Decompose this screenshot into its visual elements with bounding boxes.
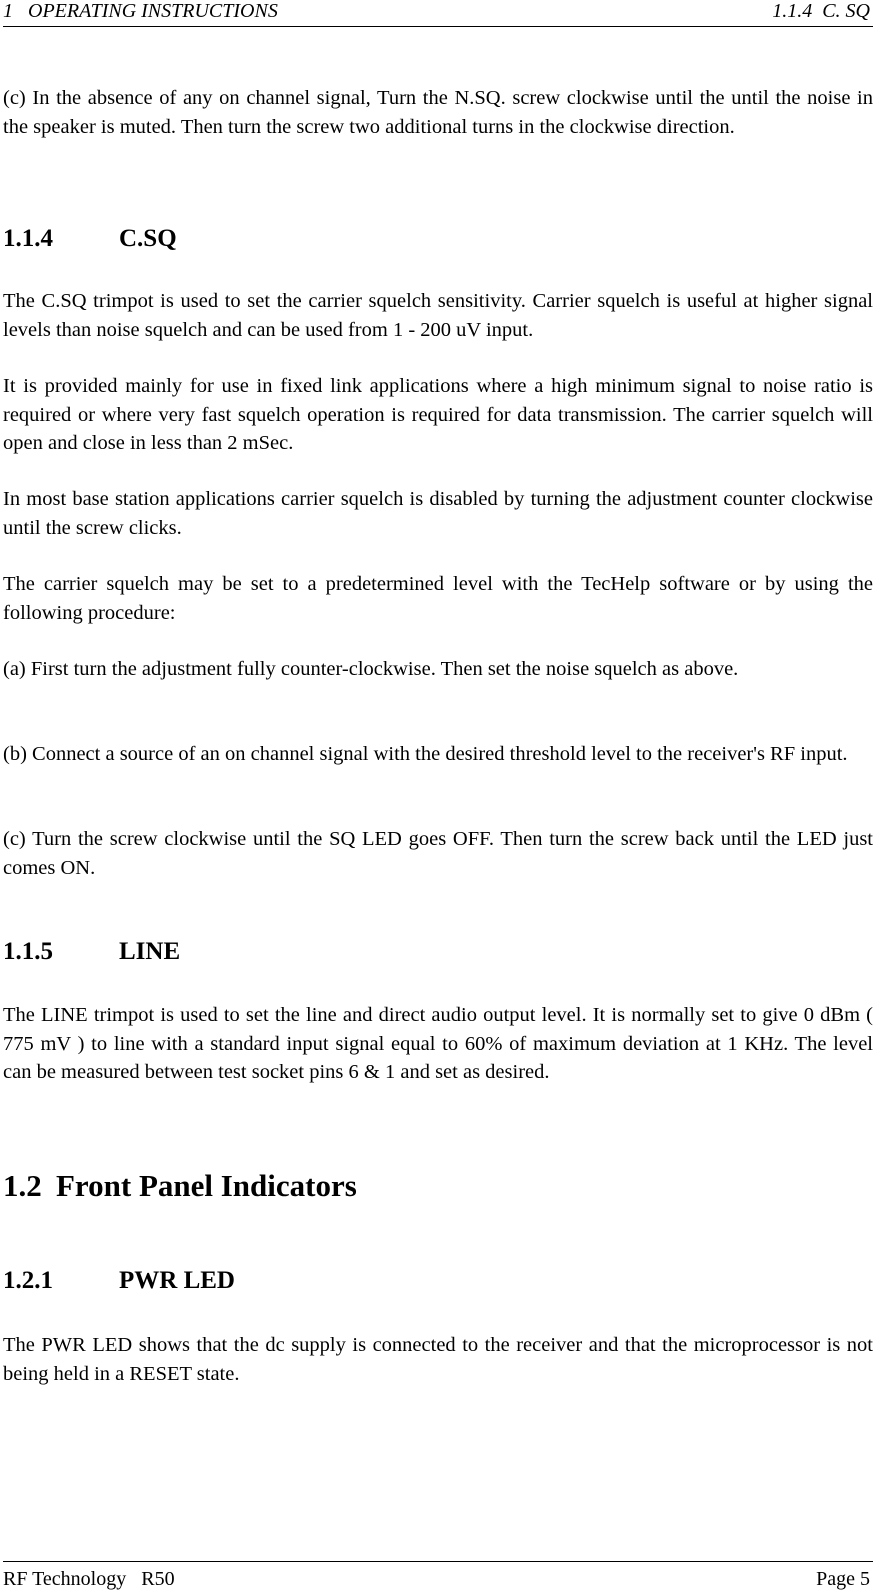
header-section-ref: 1.1.4 C. SQ [772, 0, 870, 22]
page-footer [3, 1561, 873, 1590]
section-heading-1-2 [3, 1168, 357, 1204]
section-heading-1-1-5 [3, 937, 180, 967]
section-number: 1.2 [3, 1168, 42, 1203]
section-title: Front Panel Indicators [56, 1168, 357, 1203]
paragraph-line: The LINE trimpot is used to set the line and direct audio output level. It is normally set to give 0 dBm ( 775 mV ) to line with a standard input signal equal to 60% of maximum deviation at 1 KHz. The level can be measured between test socket pins 6 & 1 and set as desired. [3, 1004, 873, 1083]
section-number: 1.1.5 [3, 938, 53, 965]
section-number: 1.2.1 [3, 1267, 53, 1294]
section-title: C.SQ [119, 225, 177, 252]
paragraph-nsq-step-c: (c) In the absence of any on channel signal, Turn the N.SQ. screw clockwise until the until the noise in the speaker is muted. Then turn the screw two additional turns in the clockwise direction. [3, 87, 873, 138]
paragraph-csq-base-station: In most base station applications carrier squelch is disabled by turning the adjustment counter clockwise until the screw clicks. [3, 488, 873, 539]
paragraph-csq-procedure-intro: The carrier squelch may be set to a predetermined level with the TecHelp software or by using the following procedure: [3, 573, 873, 624]
footer-product: RF Technology R50 [3, 1568, 175, 1590]
section-number: 1.1.4 [3, 225, 53, 252]
page-header [3, 0, 873, 27]
paragraph-csq-intro: The C.SQ trimpot is used to set the carrier squelch sensitivity. Carrier squelch is useful at higher signal levels than noise squelch and can be used from 1 - 200 uV input. [3, 290, 873, 341]
section-heading-1-2-1 [3, 1266, 235, 1296]
header-chapter-title: 1 OPERATING INSTRUCTIONS [3, 0, 278, 22]
paragraph-csq-usage: It is provided mainly for use in fixed link applications where a high minimum signal to noise ratio is required or where very fast squelch operation is required for data transmission. The carrier squelch will open and close in less than 2 mSec. [3, 375, 873, 454]
paragraph-pwr-led: The PWR LED shows that the dc supply is connected to the receiver and that the microprocessor is not being held in a RESET state. [3, 1334, 873, 1385]
paragraph-csq-step-a: (a) First turn the adjustment fully counter-clockwise. Then set the noise squelch as above. [3, 658, 739, 680]
section-heading-1-1-4 [3, 224, 177, 254]
paragraph-csq-step-b: (b) Connect a source of an on channel signal with the desired threshold level to the receiver's RF input. [3, 743, 848, 765]
section-title: LINE [119, 938, 181, 965]
footer-page-number: Page 5 [816, 1568, 870, 1590]
section-title: PWR LED [119, 1267, 235, 1294]
paragraph-csq-step-c: (c) Turn the screw clockwise until the SQ LED goes OFF. Then turn the screw back until the LED just comes ON. [3, 828, 873, 879]
